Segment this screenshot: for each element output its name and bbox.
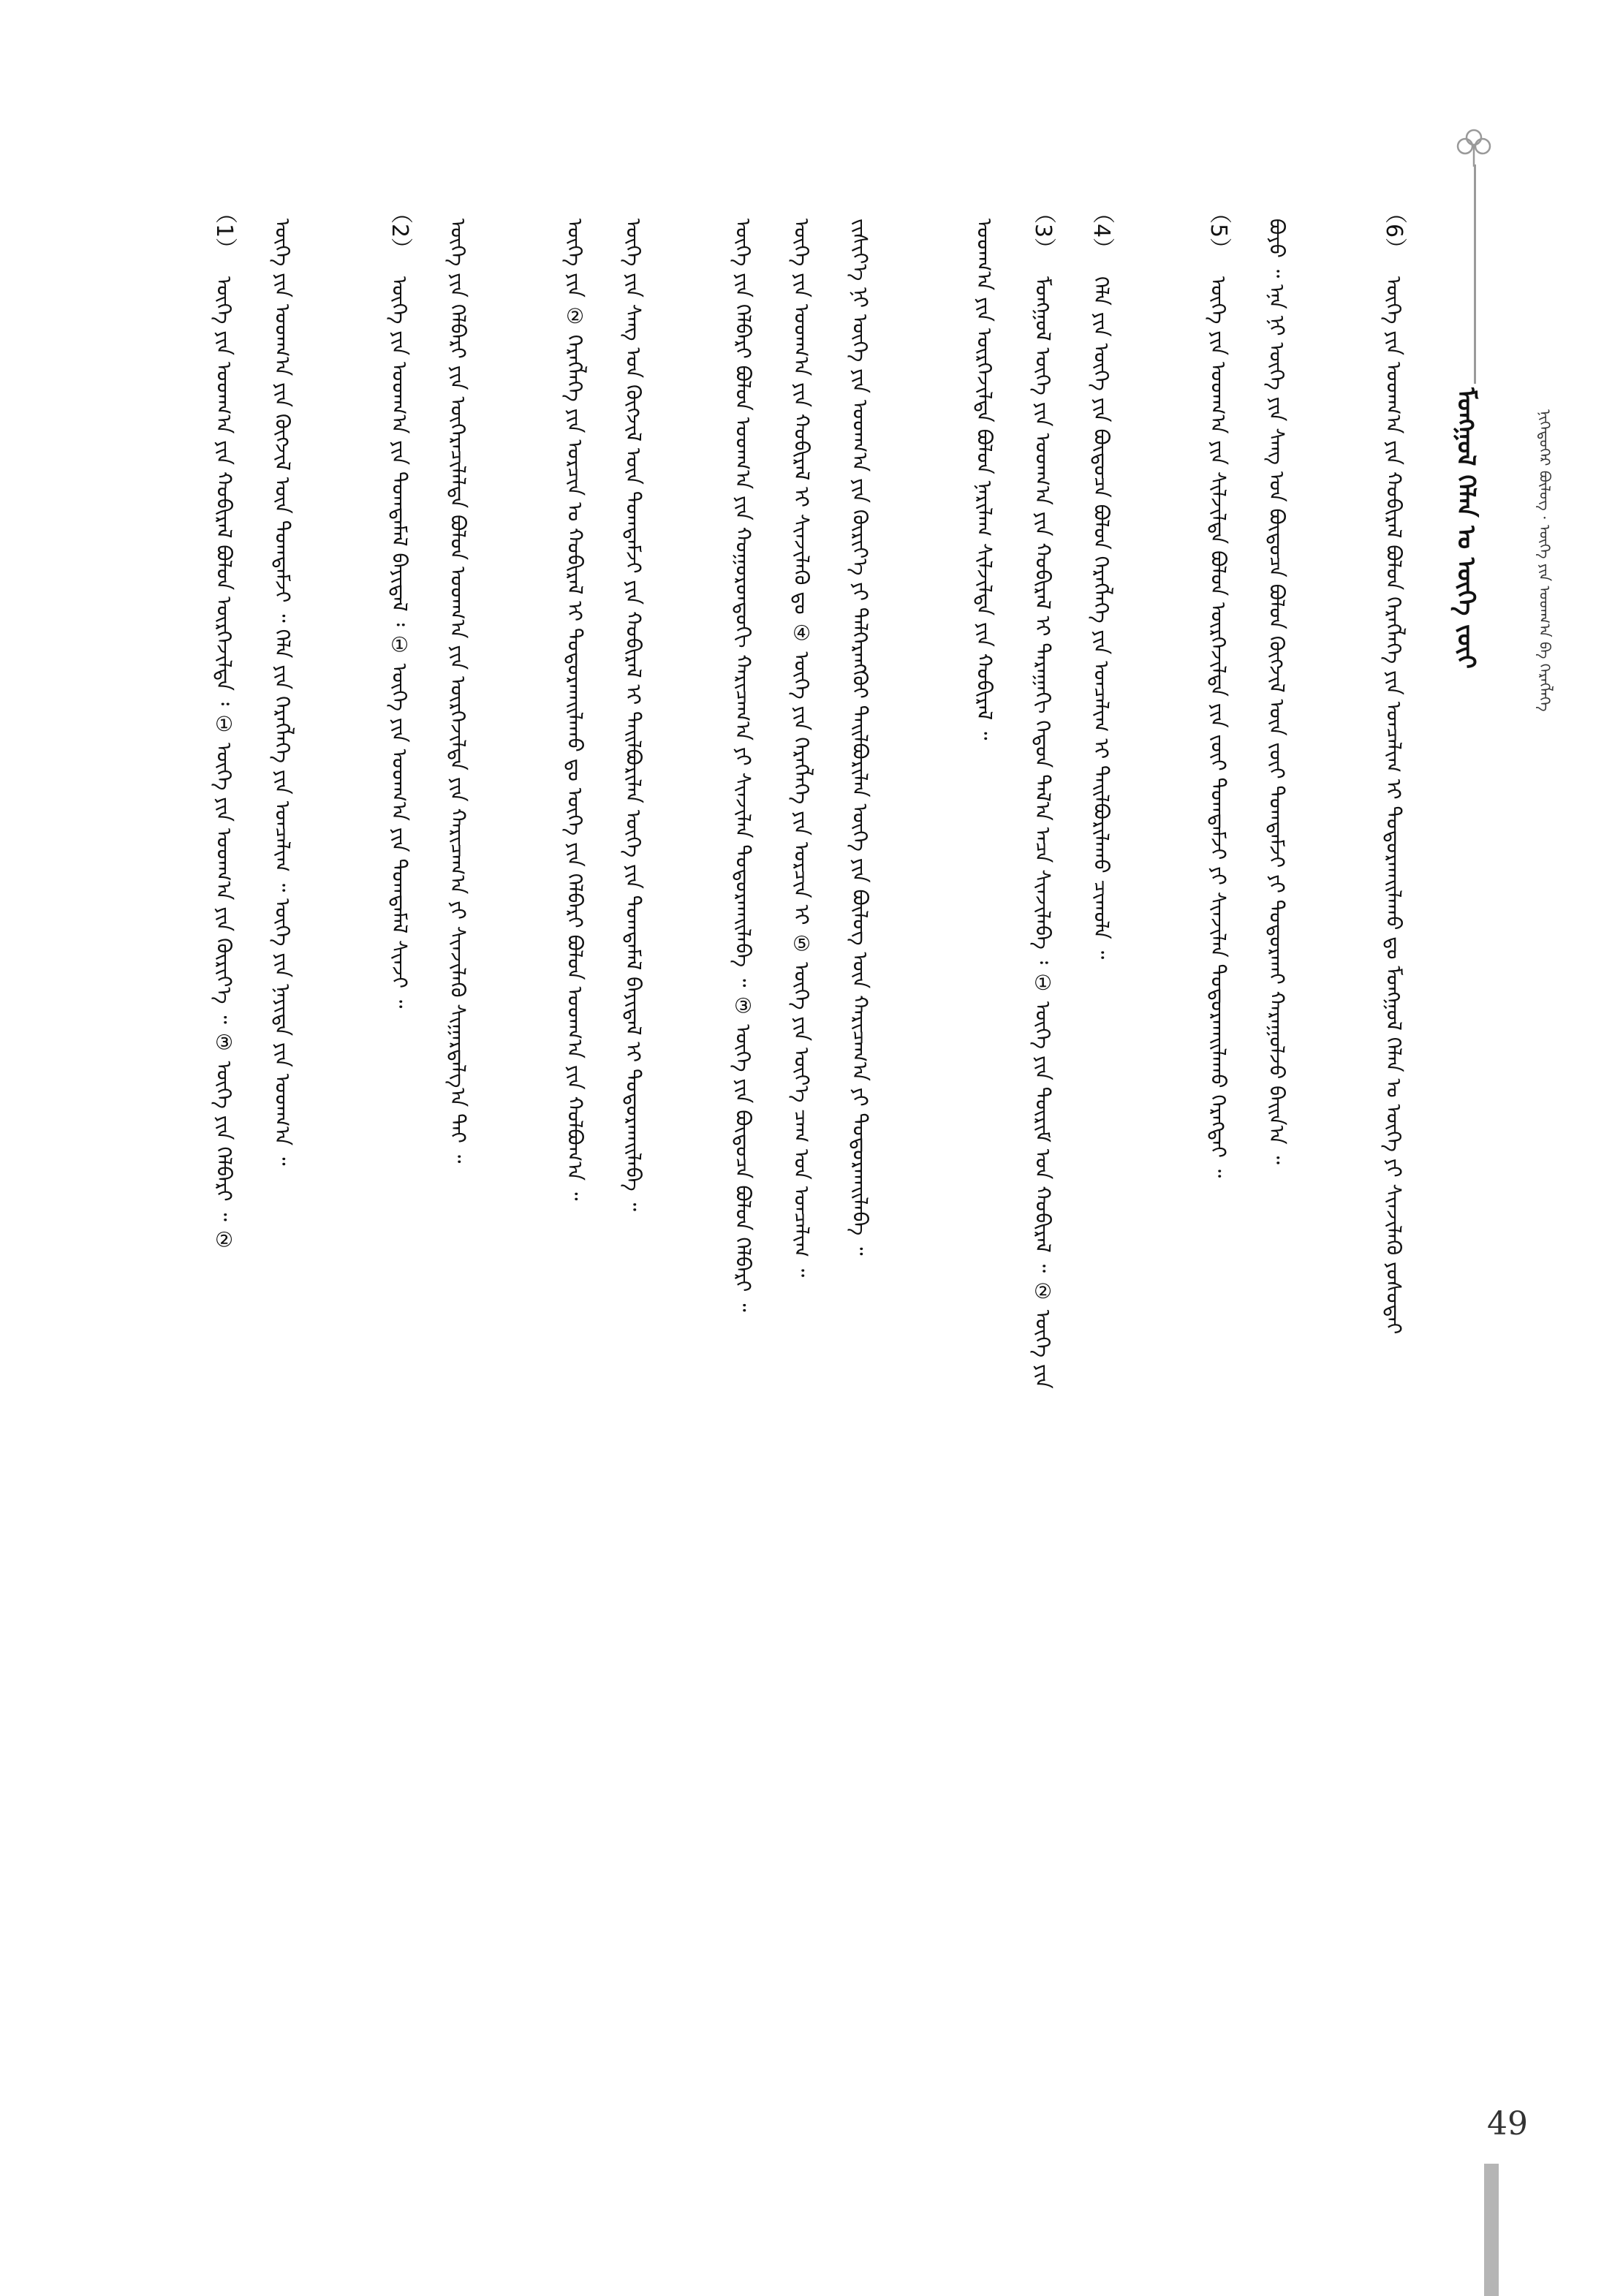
column-text: ᠮᠣᠩᠭᠣᠯ ᠦᠭᠡ ᠶᠢᠨ ᠤᠳᠬ᠎ᠠ ᠶᠢᠨ ᠬᠤᠪᠢᠷᠠᠯ ᠢ ᠳᠠᠷᠠᠭᠠᠬᠢ ᠬᠡᠳᠦᠨ ᠲᠠᠯ᠎ᠠ ᠠᠴᠠ ᠰᠢᠨᠵᠢᠯᠡᠪᠡ ᠄ ① ᠦᠭᠡ ᠶᠢᠨ ᠳᠦᠷᠢᠮ ᠤᠨ ᠬᠤᠪᠢᠷᠠᠯ ᠃ ② ᠦᠭᠡ ᠶᠢᠨ: [1031, 276, 1055, 1389]
column-text: ᠪᠤᠶᠤ ᠃ ᠡᠨᠡ ᠨᠢ ᠦᠭᠡ ᠶᠢᠨ ᠰᠠᠩ ᠤᠨ ᠪᠦᠲᠦᠴᠡ ᠪᠣᠯᠤᠨ ᠬᠦᠭᠵᠢᠯ ᠦᠨ ᠵᠦᠢ ᠲᠣᠭᠲᠠᠮᠵᠢ ᠶᠢ ᠲᠣᠳᠣᠷᠬᠠᠢ ᠬᠠᠷᠠᠭᠤᠯᠵᠤ ᠪᠠᠢᠨ᠎ᠠ ᠃: [1265, 218, 1289, 1164]
column-text: ᠦᠭᠡ ᠶᠢᠨ ᠤᠳᠬ᠎ᠠ ᠶᠢᠨ ᠬᠤᠪᠢᠷᠠᠯ ᠪᠣᠯᠤᠨ ᠥᠷᠭᠡᠵᠢᠯᠲᠡ ᠄ ① ᠦᠭᠡ ᠶᠢᠨ ᠤᠳᠬ᠎ᠠ ᠶᠢᠨ ᠬᠦᠷᠢᠶ᠎ᠡ ᠃ ③ ᠦᠭᠡ ᠶᠢᠨ ᠬᠡᠯᠪᠡᠷᠢ ᠃ ②: [212, 276, 236, 1252]
paragraph-marker: （3）: [1030, 202, 1056, 260]
paragraph-marker: （5）: [1206, 202, 1231, 260]
text-column: [439, 197, 480, 2134]
text-column: [614, 197, 655, 2134]
column-text: ᠦᠭᠡ ᠶᠢᠨ ᠤᠳᠬ᠎ᠠ ᠶᠢᠨ ᠬᠤᠪᠢᠷᠠᠯ ᠪᠣᠯᠤᠨ ᠬᠡᠷᠡᠭᠯᠡᠭᠡ ᠶᠢᠨ ᠣᠨᠴᠠᠯᠢᠭ ᠢ ᠲᠣᠳᠣᠷᠬᠠᠢᠯᠠᠬᠤ ᠳᠤ ᠮᠣᠩᠭᠣᠯ ᠬᠡᠯᠡᠨ ᠤ ᠦᠭᠡ ᠶᠢ ᠰᠢᠨᠵᠢᠯᠡᠬᠦ ᠶᠤᠰᠤᠲᠠᠢ: [1382, 276, 1406, 1335]
text-column: [1024, 197, 1064, 2134]
column-text: ᠦᠭᠡ ᠶᠢᠨ ᠤᠳᠬ᠎ᠠ ᠶᠢᠨ ᠬᠤᠪᠢᠷᠠᠯ ᠢ ᠰᠢᠨᠵᠢᠯᠡᠬᠦ ᠳᠤ ④ ᠦᠭᠡ ᠶᠢᠨ ᠬᠡᠷᠡᠭᠯᠡᠭᠡ ᠶᠢᠨ ᠣᠷᠴᠢᠨ ᠢ ⑤ ᠦᠭᠡ ᠶᠢᠨ ᠦᠶ᠎ᠡ ᠴᠠᠭ ᠤᠨ ᠣᠨᠴᠠᠯᠢᠭ ᠃: [790, 218, 814, 1278]
text-column: [205, 197, 246, 2134]
text-column: [1374, 197, 1415, 2134]
column-text: ᠦᠭᠡ ᠶᠢᠨ ᠬᠡᠯᠪᠡᠷᠢ ᠪᠣᠯᠤᠨ ᠤᠳᠬ᠎ᠠ ᠶᠢᠨ ᠬᠣᠭᠣᠷᠤᠨᠳᠤᠬᠢ ᠬᠠᠷᠢᠴᠠᠭ᠎ᠠ ᠶᠢ ᠰᠢᠨᠵᠢᠯᠡᠨ ᠲᠣᠳᠣᠷᠬᠠᠢᠯᠠᠪᠠ ᠃ ③ ᠦᠭᠡ ᠶᠢᠨ ᠪᠦᠲᠦᠴᠡ ᠪᠣᠯᠤᠨ ᠬᠡᠯᠪᠡᠷᠢ ᠃: [731, 218, 755, 1312]
column-text: ᠤᠳᠬ᠎ᠠ ᠶᠢᠨ ᠥᠷᠭᠡᠵᠢᠯᠲᠡ ᠪᠣᠯᠤᠨ ᠨᠠᠷᠢᠯᠠᠭ ᠰᠢᠯᠵᠢᠯᠲᠡ ᠶᠢᠨ ᠬᠤᠪᠢᠷᠠᠯ ᠃: [972, 218, 996, 740]
column-text: ᠦᠭᠡ ᠶᠢᠨ ᠰᠠᠩ ᠤᠨ ᠬᠦᠭᠵᠢᠯ ᠦᠨ ᠲᠣᠭᠲᠠᠮᠵᠢ ᠶᠢᠨ ᠬᠤᠪᠢᠷᠠᠯ ᠢ ᠲᠠᠢᠯᠪᠤᠷᠢᠯᠠᠨ ᠦᠭᠡ ᠶᠢᠨ ᠲᠣᠭᠲᠠᠮᠠᠯ ᠪᠠᠶᠢᠳᠠᠯ ᠢ ᠲᠣᠳᠣᠷᠬᠠᠢᠯᠠᠪᠠ ᠃: [621, 218, 646, 1211]
column-text: ᠵᠢᠱᠢᠶ᠎ᠡ ᠨᠢ ᠦᠭᠡ ᠶᠢᠨ ᠤᠳᠬ᠎ᠠ ᠶᠢᠨ ᠬᠦᠷᠢᠶ᠎ᠡ ᠶᠢ ᠳᠡᠯᠭᠡᠷᠡᠩᠭᠦᠢ ᠲᠠᠢᠯᠪᠤᠷᠢᠯᠠᠨ ᠦᠭᠡ ᠶᠢᠨ ᠪᠦᠯᠦᠭ ᠦᠨ ᠬᠠᠷᠢᠴᠠᠭ᠎ᠠ ᠶᠢ ᠲᠣᠳᠣᠷᠬᠠᠢᠯᠠᠪᠠ ᠃: [848, 218, 872, 1256]
page-number: 49: [1487, 2105, 1528, 2142]
paragraph-marker: （6）: [1381, 202, 1407, 260]
text-column: [782, 197, 823, 2134]
paragraph-marker: （1）: [211, 202, 237, 260]
running-header-title: ᠮᠣᠩᠭᠣᠯ ᠬᠡᠯᠡᠨ ᠤ ᠦᠭᠡ ᠵᠦᠢ: [1451, 387, 1480, 669]
column-text: ᠦᠭᠡ ᠶᠢᠨ ᠤᠳᠬ᠎ᠠ ᠶᠢᠨ ᠬᠥᠭᠵᠢᠯ ᠦᠨ ᠲᠣᠭᠲᠠᠮᠵᠢ ᠃ ᠬᠡᠯᠡ ᠶᠢᠨ ᠬᠡᠷᠡᠭᠯᠡᠭᠡ ᠶᠢᠨ ᠣᠨᠴᠠᠯᠢᠭ ᠃ ᠦᠭᠡ ᠶᠢᠨ ᠨᠡᠶᠢᠲᠡ ᠶᠢᠨ ᠤᠳᠬ᠎ᠠ ᠃: [270, 218, 295, 1166]
paragraph-marker: （2）: [387, 202, 412, 260]
column-text: ᠦᠭᠡ ᠶᠢᠨ ᠤᠳᠬ᠎ᠠ ᠶᠢᠨ ᠰᠢᠯᠵᠢᠯᠲᠡ ᠪᠣᠯᠤᠨ ᠥᠷᠭᠡᠵᠢᠯᠲᠡ ᠶᠢᠨ ᠵᠦᠢ ᠲᠣᠭᠲᠠᠮᠵᠢ ᠶᠢ ᠰᠢᠨᠵᠢᠯᠡᠨ ᠲᠣᠳᠣᠷᠬᠠᠢᠯᠠᠬᠤ ᠬᠡᠷᠡᠭᠲᠡᠢ ᠃: [1206, 276, 1230, 1178]
text-column: [1082, 197, 1123, 2134]
running-header-subtitle: ᠨᠢᠭᠡᠳᠦᠭᠡᠷ ᠪᠦᠯᠦᠭ · ᠦᠭᠡ ᠶᠢᠨ ᠤᠳᠬ᠎ᠠ ᠪᠠ ᠬᠡᠷᠡᠭᠯᠡᠭᠡ: [1536, 409, 1554, 712]
text-column: [724, 197, 765, 2134]
text-column: [965, 197, 1006, 2134]
ornament-knot-icon: [1452, 124, 1496, 168]
header-rule: [1474, 164, 1476, 384]
column-text: ᠦᠭᠡ ᠶᠢᠨ ᠬᠡᠯᠪᠡᠷᠢ ᠶᠢᠨ ᠥᠭᠡᠷᠡᠴᠢᠯᠡᠯᠲᠡ ᠪᠣᠯᠤᠨ ᠤᠳᠬ᠎ᠠ ᠶᠢᠨ ᠥᠷᠭᠡᠵᠢᠯᠲᠡ ᠶᠢᠨ ᠬᠠᠷᠢᠴᠠᠭ᠎ᠠ ᠶᠢ ᠰᠢᠨᠵᠢᠯᠡᠬᠦ ᠰᠢᠭᠠᠷᠳᠠᠯᠭ᠎ᠠ ᠲᠠᠢ ᠃: [446, 218, 470, 1164]
column-text: ᠦᠭᠡ ᠶᠢᠨ ᠤᠳᠬ᠎ᠠ ᠶᠢᠨ ᠲᠣᠭᠲᠠᠮᠠᠯ ᠪᠠᠶᠢᠳᠠᠯ ᠄ ① ᠦᠭᠡ ᠶᠢᠨ ᠤᠳᠬ᠎ᠠ ᠶᠢᠨ ᠲᠣᠭᠲᠠᠮᠠᠯ ᠰᠢᠨᠵᠢ ᠃: [387, 276, 412, 1009]
text-column: [1199, 197, 1240, 2134]
text-column: [263, 197, 304, 2134]
paragraph-marker: （4）: [1089, 202, 1114, 260]
column-text: ᠦᠭᠡ ᠶᠢᠨ ② ᠬᠡᠷᠡᠭᠯᠡᠭᠡ ᠶᠢᠨ ᠣᠷᠴᠢᠨ ᠤ ᠬᠤᠪᠢᠷᠠᠯ ᠢ ᠲᠣᠳᠣᠷᠬᠠᠢᠯᠠᠬᠤ ᠳᠤ ᠦᠭᠡ ᠶᠢᠨ ᠬᠡᠯᠪᠡᠷᠢ ᠪᠣᠯᠤᠨ ᠤᠳᠬ᠎ᠠ ᠶᠢᠨ ᠬᠣᠯᠪᠣᠭ᠎ᠠ ᠃: [563, 218, 587, 1201]
text-column: [556, 197, 597, 2134]
page-edge-bar: [1484, 2164, 1499, 2296]
text-column: [1257, 197, 1298, 2134]
text-column: [380, 197, 421, 2134]
text-column: [841, 197, 882, 2134]
column-text: ᠬᠡᠯᠡ ᠶᠢᠨ ᠦᠭᠡ ᠶᠢᠨ ᠪᠦᠲᠦᠴᠡ ᠪᠣᠯᠤᠨ ᠬᠡᠷᠡᠭᠯᠡᠭᠡ ᠶᠢᠨ ᠣᠨᠴᠠᠯᠢᠭ ᠢ ᠲᠠᠢᠯᠪᠤᠷᠢᠯᠠᠬᠤ ᠴᠢᠬᠤᠯᠠ ᠃: [1089, 276, 1113, 960]
